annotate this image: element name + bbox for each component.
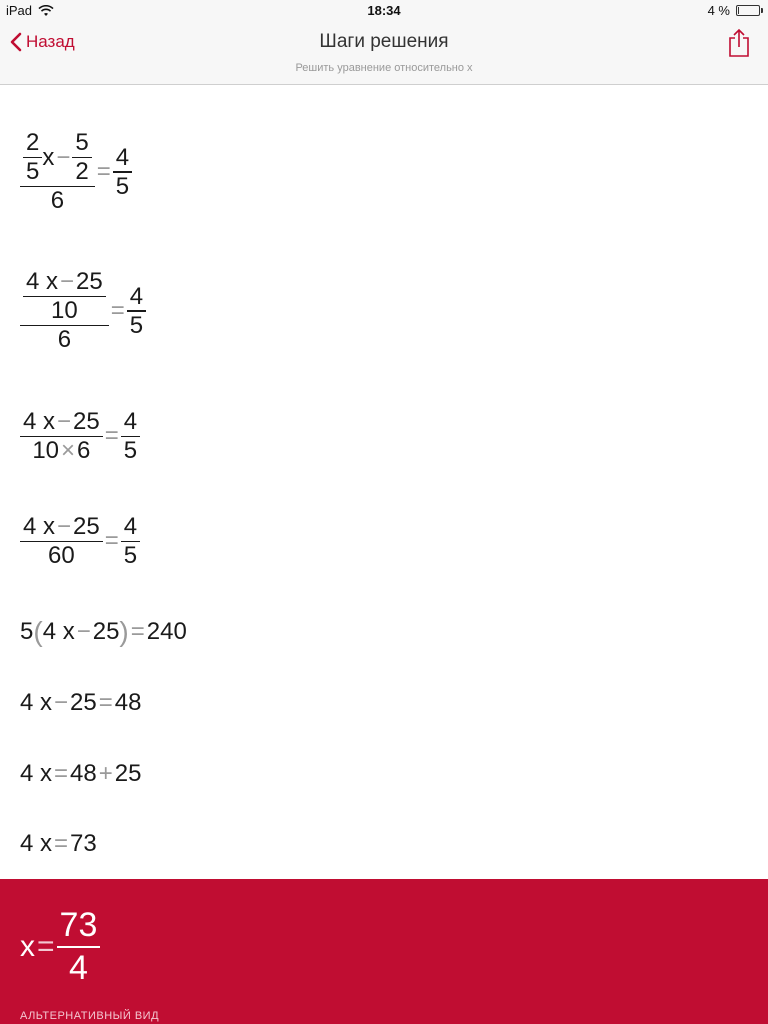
battery-icon	[736, 5, 760, 16]
page-title: Шаги решения	[319, 31, 449, 52]
step-4: 4 x − 25 60 = $\frac{4}{5}$	[20, 513, 140, 570]
page-subtitle: Решить уравнение относительно x	[295, 62, 473, 74]
rhs-fraction: $\frac{4}{5}$	[113, 144, 132, 201]
step-1: $\frac{2}{5}$ x − $\frac{5}{2}$ 6 = $\frac{4}{5}$	[20, 129, 132, 215]
step-3: 4 x − 25 10 × 6 = $\frac{4}{5}$	[20, 408, 140, 465]
clock: 18:34	[367, 3, 401, 18]
step-5: 5 ( 4 x − 25 ) = 240	[20, 616, 187, 647]
step-6: 4 x − 25 = 48	[20, 689, 142, 716]
step-7: 4 x = 48 + 25	[20, 760, 142, 787]
status-bar	[0, 0, 768, 22]
final-answer: x = $\frac{73}{4}$	[20, 905, 100, 989]
final-answer-panel[interactable]	[0, 879, 768, 1024]
answer-fraction: $\frac{73}{4}$	[57, 905, 101, 989]
share-icon	[728, 28, 750, 58]
device-name: iPad	[6, 3, 33, 18]
fraction-5-2: $\frac{5}{2}$	[72, 129, 91, 186]
step-8: 4 x = 73	[20, 830, 97, 857]
back-label: Назад	[26, 32, 75, 51]
step-2: 4 x − 25 10 6 = $\frac{4}{5}$	[20, 268, 146, 354]
fraction-2-5: $\frac{2}{5}$	[23, 129, 42, 186]
share-button[interactable]	[728, 28, 750, 63]
battery-percent: 4 %	[707, 3, 730, 18]
main-fraction: $\frac{2}{5}$ x − $\frac{5}{2}$ 6	[20, 129, 95, 215]
alternative-form-link[interactable]: АЛЬТЕРНАТИВНЫЙ ВИД	[20, 1010, 160, 1022]
navigation-bar	[0, 22, 768, 85]
main-fraction: 4 x − 25 10 6	[20, 268, 109, 354]
